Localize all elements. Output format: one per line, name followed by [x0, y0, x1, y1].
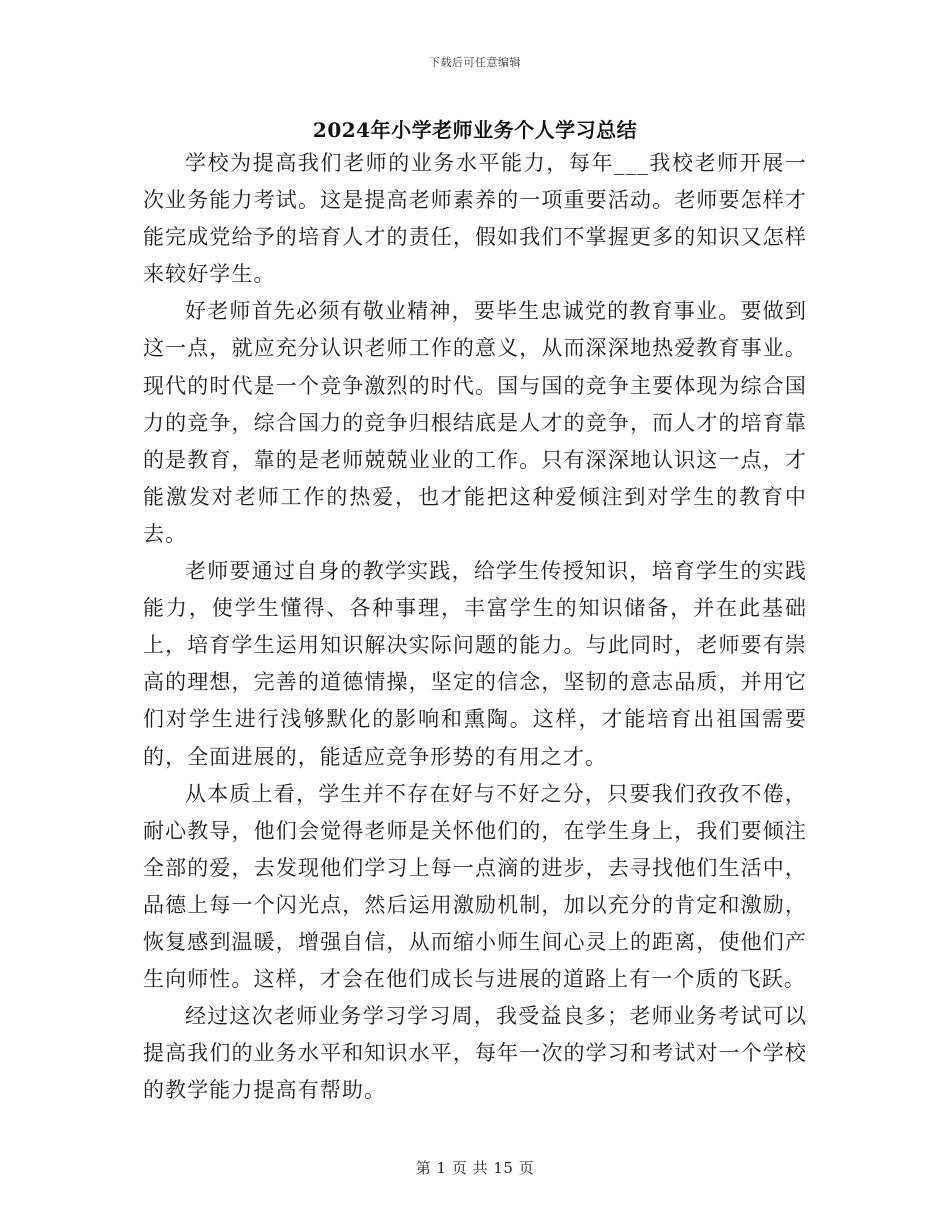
header-note: 下载后可任意编辑: [429, 56, 521, 69]
page-number: 第 1 页 共 15 页: [415, 1159, 535, 1177]
paragraph-5: 经过这次老师业务学习学习周，我受益良多；老师业务考试可以提高我们的业务水平和知识水平，每年一次的学习和考试对一个学校的教学能力提高有帮助。: [143, 1004, 807, 1103]
paragraph-3: 老师要通过自身的教学实践，给学生传授知识，培育学生的实践能力，使学生懂得、各种事理，丰富学生的知识储备，并在此基础上，培育学生运用知识解决实际问题的能力。与此同时，老师要有崇高的理想，完善的道德情操，坚定的信念，坚韧的意志品质，并用它们对学生进行浅够默化的影响和熏陶。这样，才能培育出祖国需要的，全面进展的，能适应竞争形势的有用之才。: [143, 559, 807, 769]
document-title: 2024年小学老师业务个人学习总结: [312, 118, 638, 142]
document-body: [143, 145, 807, 1109]
paragraph-4: 从本质上看，学生并不存在好与不好之分，只要我们孜孜不倦，耐心教导，他们会觉得老师是关怀他们的，在学生身上，我们要倾注全部的爱，去发现他们学习上每一点滴的进步，去寻找他们生活中，品德上每一个闪光点，然后运用激励机制，加以充分的肯定和激励，恢复感到温暖，增强自信，从而缩小师生间心灵上的距离，使他们产生向师性。这样，才会在他们成长与进展的道路上有一个质的飞跃。: [143, 781, 807, 992]
paragraph-2: 好老师首先必须有敬业精神，要毕生忠诚党的教育事业。要做到这一点，就应充分认识老师工作的意义，从而深深地热爱教育事业。现代的时代是一个竞争激烈的时代。国与国的竞争主要体现为综合国力的竞争，综合国力的竞争归根结底是人才的竞争，而人才的培育靠的是教育，靠的是老师兢兢业业的工作。只有深深地认识这一点，才能激发对老师工作的热爱，也才能把这种爱倾注到对学生的教育中去。: [143, 299, 807, 546]
paragraph-1: 学校为提高我们老师的业务水平能力，每年___我校老师开展一次业务能力考试。这是提高老师素养的一项重要活动。老师要怎样才能完成党给予的培育人才的责任，假如我们不掌握更多的知识又怎样来较好学生。: [143, 151, 807, 287]
